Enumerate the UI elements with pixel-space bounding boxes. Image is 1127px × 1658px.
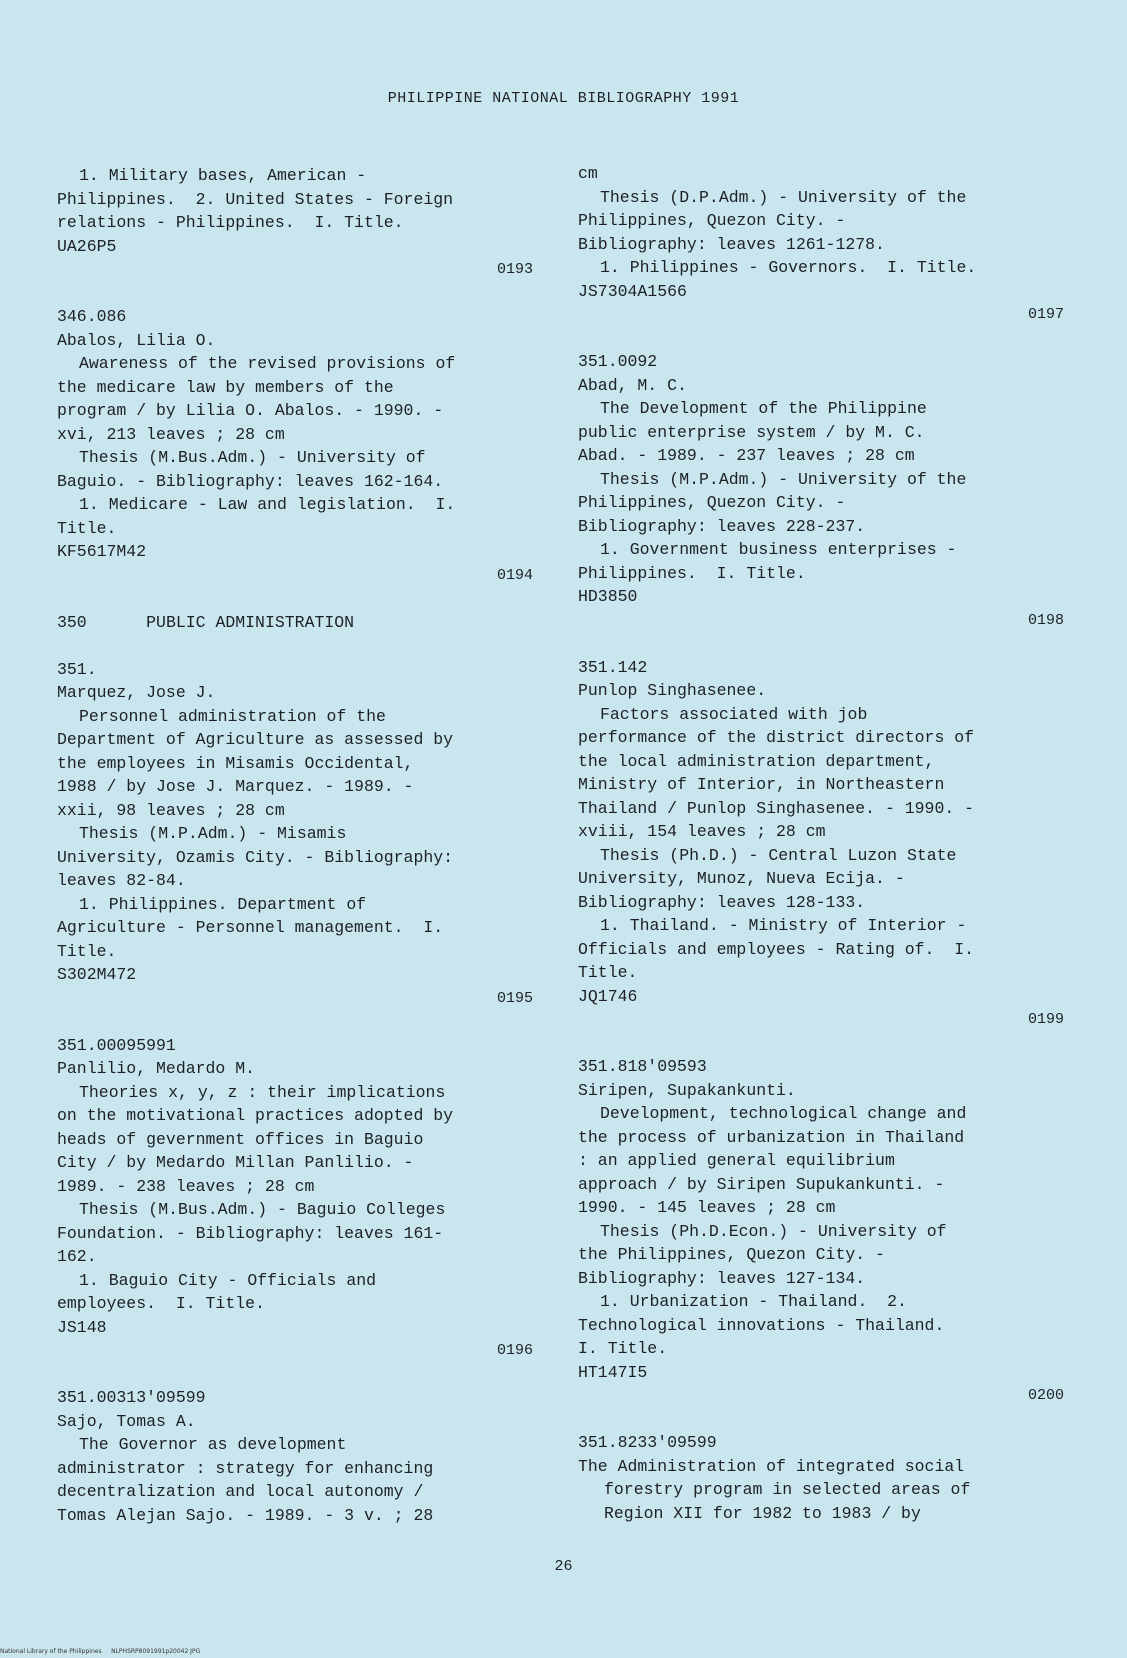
entry-text: forestry program in selected areas of (604, 1480, 971, 1499)
entry-text: Bibliography: leaves 128-133. (578, 892, 866, 912)
entry-text: xviii, 154 leaves ; 28 cm (578, 822, 826, 841)
entry-text: Development, technological change and (600, 1104, 967, 1123)
entry-text: leaves 82-84. (57, 871, 186, 890)
entry-0197-start (57, 1386, 537, 1527)
classification-number: 351.8233'09599 (578, 1433, 717, 1452)
entry-text: The Administration of integrated social (578, 1456, 965, 1476)
control-number: 0200 (1027, 1387, 1064, 1404)
entry-text: public enterprise system / by M. C. (578, 422, 925, 442)
entry-text: the process of urbanization in Thailand (578, 1127, 965, 1147)
entry-text: decentralization and local autonomy / (57, 1482, 424, 1501)
author: Punlop Singhasenee. (578, 681, 767, 700)
entry-0195 (57, 658, 537, 1011)
entry-text: Bibliography: leaves 1261-1278. (578, 234, 885, 254)
entry-text: Thesis (M.P.Adm.) - Misamis (79, 824, 347, 843)
classification-number: 351.00095991 (57, 1035, 176, 1055)
entry-text: Bibliography: leaves 228-237. (578, 516, 866, 536)
call-number: JQ1746 (578, 986, 638, 1006)
call-number: JS7304A1566 (578, 281, 687, 301)
entry-text: Thesis (Ph.D.) - Central Luzon State (600, 845, 957, 865)
entry-text: Philippines. 2. United States - Foreign (57, 189, 454, 209)
entry-text: Factors associated with job (600, 704, 868, 724)
author: Panlilio, Medardo M. (57, 1059, 256, 1078)
entry-text: Abad. - 1989. - 237 leaves ; 28 cm (578, 446, 915, 465)
classification-number: 351. (57, 659, 97, 679)
entry-text: Philippines, Quezon City. - (578, 211, 846, 230)
author: Siripen, Supakankunti. (578, 1080, 796, 1100)
entry-text: Department of Agriculture as assessed by (57, 730, 454, 749)
left-column (57, 164, 537, 1527)
entry-text: Thesis (D.P.Adm.) - University of the (600, 187, 967, 207)
entry-text: Bibliography: leaves 127-134. (578, 1268, 866, 1288)
entry-text: program / by Lilia O. Abalos. - 1990. - (57, 401, 444, 420)
entry-text: 1. Urbanization - Thailand. 2. (600, 1292, 907, 1311)
entry-0197-end (578, 162, 1068, 327)
entry-text: City / by Medardo Millan Panlilio. - (57, 1153, 414, 1172)
entry-text: The Development of the Philippine (600, 399, 927, 418)
entry-text: the Philippines, Quezon City. - (578, 1245, 885, 1264)
entry-text: Title. (57, 941, 117, 961)
entry-text: the local administration department, (578, 751, 935, 771)
entry-text: Awareness of the revised provisions of (79, 354, 456, 373)
entry-text: Philippines, Quezon City. - (578, 493, 846, 512)
entry-text: Thesis (M.Bus.Adm.) - Baguio Colleges (79, 1200, 446, 1219)
entry-text: The Governor as development (79, 1435, 347, 1454)
entry-text: University, Munoz, Nueva Ecija. - (578, 869, 905, 888)
classification-number: 351.142 (578, 657, 648, 677)
entry-text: cm (578, 164, 598, 183)
call-number: HT147I5 (578, 1362, 648, 1382)
page-number: 26 (554, 1558, 573, 1575)
control-number: 0193 (496, 261, 533, 278)
entry-text: 1. Baguio City - Officials and (79, 1270, 377, 1290)
entry-text: 1. Thailand. - Ministry of Interior - (600, 916, 967, 935)
entry-text: Title. (57, 518, 117, 538)
entry-text: Personnel administration of the (79, 706, 386, 726)
entry-text: performance of the district directors of (578, 728, 975, 747)
call-number: HD3850 (578, 587, 638, 606)
entry-text: 1. Medicare - Law and legislation. I. (79, 495, 456, 514)
entry-text: employees. I. Title. (57, 1294, 265, 1313)
control-number: 0194 (496, 566, 533, 584)
entry-text: 1990. - 145 leaves ; 28 cm (578, 1198, 836, 1217)
entry-text: Title. (578, 963, 638, 982)
section-label: PUBLIC ADMINISTRATION (146, 612, 355, 632)
entry-0199 (578, 656, 1068, 1032)
entry-0198 (578, 350, 1068, 632)
entry-0194 (57, 305, 537, 587)
entry-0196 (57, 1034, 537, 1363)
entry-text: heads of gevernment offices in Baguio (57, 1129, 424, 1149)
author: Marquez, Jose J. (57, 683, 216, 702)
entry-text: Thesis (M.Bus.Adm.) - University of (79, 448, 426, 467)
section-heading (57, 611, 537, 635)
control-number: 0196 (496, 1342, 533, 1359)
entry-text: Agriculture - Personnel management. I. (57, 918, 444, 937)
entry-text: the medicare law by members of the (57, 377, 394, 397)
entry-text: on the motivational practices adopted by (57, 1106, 454, 1125)
entry-text: Theories x, y, z : their implications (79, 1082, 446, 1102)
entry-text: Foundation. - Bibliography: leaves 161- (57, 1223, 444, 1243)
entry-text: Philippines. I. Title. (578, 563, 806, 583)
call-number: UA26P5 (57, 236, 117, 256)
entry-text: Tomas Alejan Sajo. - 1989. - 3 v. ; 28 (57, 1505, 434, 1525)
call-number: JS148 (57, 1317, 107, 1337)
entry-text: approach / by Siripen Supukankunti. - (578, 1174, 945, 1194)
classification-number: 351.818'09593 (578, 1057, 707, 1076)
entry-text: Baguio. - Bibliography: leaves 162-164. (57, 471, 444, 491)
entry-text: Thesis (M.P.Adm.) - University of the (600, 469, 967, 489)
section-code: 350 (57, 612, 87, 632)
entry-text: 1. Government business enterprises - (600, 540, 957, 559)
entry-0201-start (578, 1431, 1068, 1525)
entry-text: xvi, 213 leaves ; 28 cm (57, 424, 285, 444)
control-number: 0199 (1027, 1011, 1064, 1028)
classification-number: 346.086 (57, 307, 127, 326)
author: Abalos, Lilia O. (57, 330, 216, 350)
entry-text: University, Ozamis City. - Bibliography: (57, 847, 454, 867)
entry-text: 1. Military bases, American - (79, 166, 367, 185)
classification-number: 351.00313'09599 (57, 1388, 206, 1407)
entry-text: relations - Philippines. I. Title. (57, 213, 404, 232)
entry-text: 1989. - 238 leaves ; 28 cm (57, 1176, 315, 1196)
entry-text: 1. Philippines - Governors. I. Title. (600, 258, 977, 277)
author: Abad, M. C. (578, 375, 687, 395)
entry-text: I. Title. (578, 1339, 668, 1358)
entry-text: Ministry of Interior, in Northeastern (578, 775, 945, 794)
entry-0200 (578, 1055, 1068, 1408)
control-number: 0198 (1027, 611, 1064, 629)
right-column (578, 162, 1068, 1525)
entry-text: Officials and employees - Rating of. I. (578, 939, 975, 959)
entry-text: the employees in Misamis Occidental, (57, 753, 414, 773)
control-number: 0195 (496, 989, 533, 1007)
entry-text: Thailand / Punlop Singhasenee. - 1990. - (578, 798, 975, 818)
call-number: S302M472 (57, 965, 137, 984)
entry-text: Thesis (Ph.D.Econ.) - University of (600, 1221, 947, 1241)
entry-text: Region XII for 1982 to 1983 / by (604, 1503, 921, 1523)
entry-0193 (57, 164, 537, 282)
entry-text: xxii, 98 leaves ; 28 cm (57, 800, 285, 820)
author: Sajo, Tomas A. (57, 1411, 196, 1431)
entry-text: 162. (57, 1247, 97, 1266)
entry-text: 1988 / by Jose J. Marquez. - 1989. - (57, 777, 414, 796)
entry-text: 1. Philippines. Department of (79, 894, 367, 914)
call-number: KF5617M42 (57, 542, 147, 561)
entry-text: Technological innovations - Thailand. (578, 1315, 945, 1335)
control-number: 0197 (1027, 306, 1064, 323)
classification-number: 351.0092 (578, 352, 658, 371)
entry-text: : an applied general equilibrium (578, 1151, 895, 1170)
scan-footer-note: National Library of the Philippines NLPHSRP8091991p20042 JPG (0, 1648, 201, 1655)
page-header: PHILIPPINE NATIONAL BIBLIOGRAPHY 1991 (387, 90, 740, 107)
entry-text: administrator : strategy for enhancing (57, 1458, 434, 1478)
